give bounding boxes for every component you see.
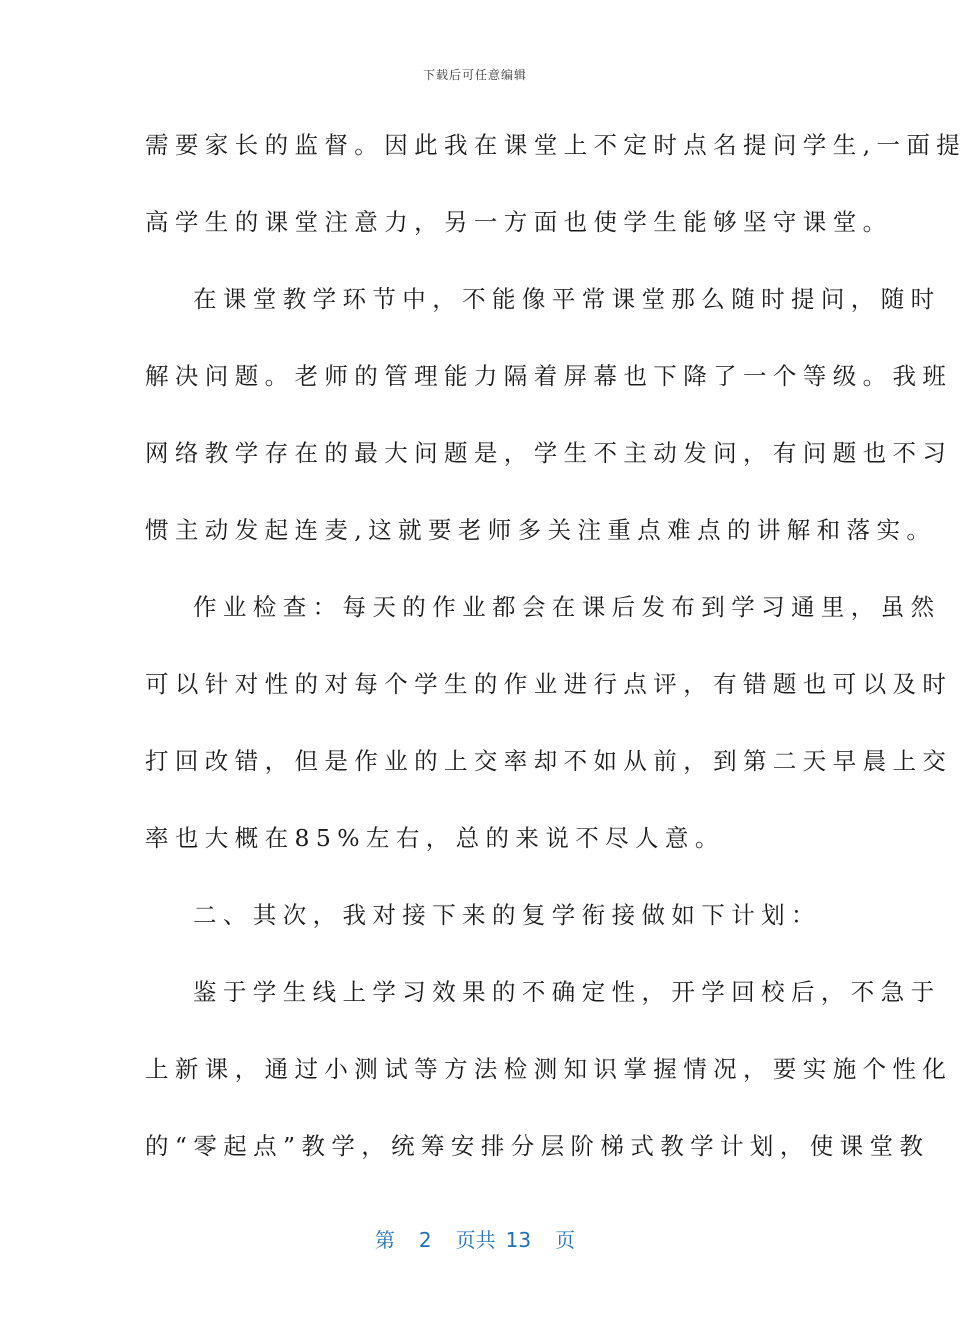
footer-page-number: 2 xyxy=(418,1228,432,1252)
text-line-12: 鉴于学生线上学习效果的不确定性，开学回校后，不急于 xyxy=(193,978,941,1006)
text-line-8: 可以针对性的对每个学生的作业进行点评，有错题也可以及时 xyxy=(145,670,953,698)
footer-prefix: 第 xyxy=(374,1228,395,1252)
page-footer xyxy=(0,1224,950,1253)
text-line-9: 打回改错，但是作业的上交率却不如从前，到第二天早晨上交 xyxy=(145,747,953,775)
text-line-14: 的“零起点”教学，统筹安排分层阶梯式教学计划，使课堂教 xyxy=(145,1132,930,1160)
footer-suffix: 页 xyxy=(555,1228,576,1252)
text-line-10: 率也大概在85%左右，总的来说不尽人意。 xyxy=(145,824,725,852)
text-line-5: 网络教学存在的最大问题是，学生不主动发问，有问题也不习 xyxy=(145,439,953,467)
footer-middle: 页共 xyxy=(455,1228,496,1252)
text-line-4: 解决问题。老师的管理能力隔着屏幕也下降了一个等级。我班 xyxy=(145,362,953,390)
footer-total-pages: 13 xyxy=(505,1228,532,1252)
text-line-6: 惯主动发起连麦,这就要老师多关注重点难点的讲解和落实。 xyxy=(145,516,937,544)
page-header: 下载后可任意编辑 xyxy=(422,68,527,82)
document-body xyxy=(145,120,966,1198)
text-line-3: 在课堂教学环节中，不能像平常课堂那么随时提问，随时 xyxy=(193,285,941,313)
text-line-11: 二、其次，我对接下来的复学衔接做如下计划： xyxy=(193,901,821,929)
text-line-7: 作业检查：每天的作业都会在课后发布到学习通里，虽然 xyxy=(193,593,941,621)
text-line-13: 上新课，通过小测试等方法检测知识掌握情况，要实施个性化 xyxy=(145,1055,953,1083)
text-line-1: 需要家长的监督。因此我在课堂上不定时点名提问学生,一面提 xyxy=(145,131,966,159)
text-line-2: 高学生的课堂注意力，另一方面也使学生能够坚守课堂。 xyxy=(145,208,893,236)
